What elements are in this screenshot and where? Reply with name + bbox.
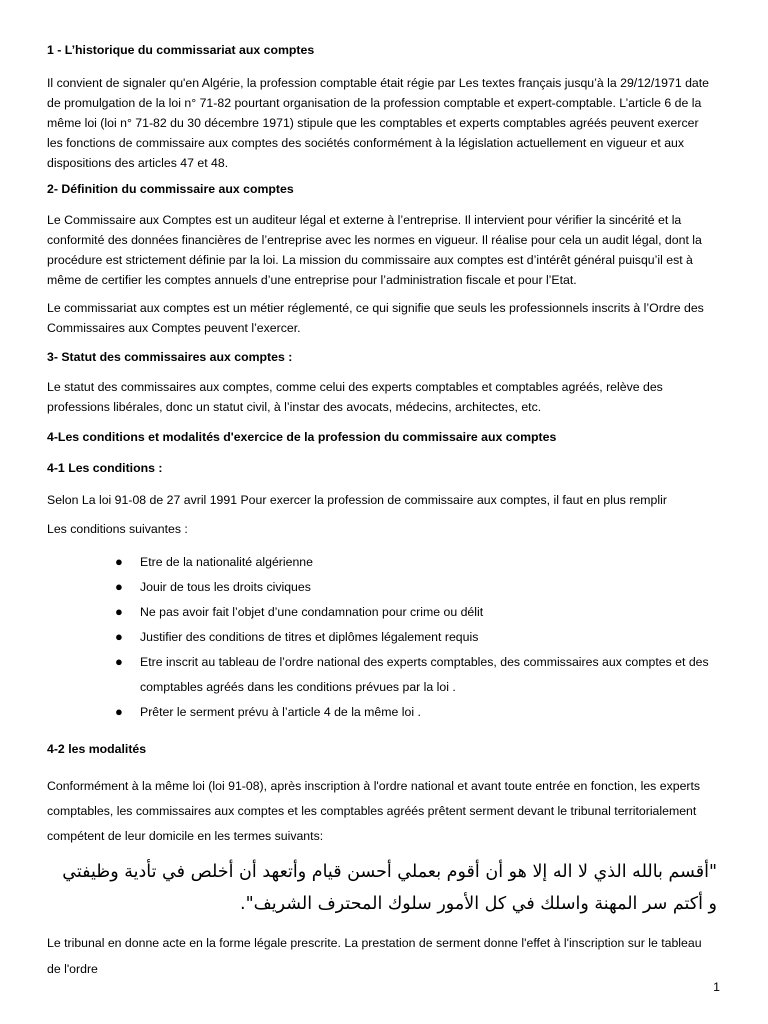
bullet-icon: ●: [115, 554, 123, 569]
bullet-icon: ●: [115, 604, 123, 619]
section-4-2-paragraph-2: Le tribunal en donne acte en la forme légale prescrite. La prestation de serment donne l'effet à l'inscription sur le tableau de l'ordre: [47, 936, 702, 976]
list-item: Jouir de tous les droits civiques: [140, 580, 311, 594]
list-item: Etre de la nationalité algérienne: [140, 555, 313, 569]
list-item: Prêter le serment prévu à l’article 4 de la même loi .: [140, 705, 421, 719]
section-4-1-heading: 4-1 Les conditions :: [47, 461, 163, 475]
oath-arabic-quote: "أقسم بالله الذي لا اله إلا هو أن أقوم بعملي أحسن قيام وأتعهد أن أخلص في تأدية وظيفتي و أكتم سر المهنة واسلك في كل الأمور سلوك المحترف الشريف".: [62, 862, 717, 914]
bullet-icon: ●: [115, 629, 123, 644]
section-4-1-intro-line-2: Les conditions suivantes :: [47, 522, 188, 536]
list-item: Justifier des conditions de titres et diplômes légalement requis: [140, 630, 479, 644]
section-4-2-paragraph-1: Conformément à la même loi (loi 91-08), après inscription à l'ordre national et avant toute entrée en fonction, les experts comptables, les commissaires aux comptes et les comptables agréés prêtent serment devant le tribunal territorialement compétent de leur domicile en les termes suivants:: [47, 779, 701, 843]
section-4-2-heading: 4-2 les modalités: [47, 742, 147, 756]
section-2-paragraph-1: Le Commissaire aux Comptes est un auditeur légal et externe à l’entreprise. Il intervient pour vérifier la sincérité et la conformité des données financières de l’entreprise avec les normes en vigueur. Il réalise pour cela un audit légal, dont la procédure est strictement définie par la loi. La mission du commissaire aux comptes est d’intérêt général puisqu’il est à même de certifier les comptes annuels d’une entreprise pour l’administration fiscale et pour l’Etat.: [47, 213, 702, 287]
section-3-paragraph: Le statut des commissaires aux comptes, comme celui des experts comptables et comptables agréés, relève des professions libérales, donc un statut civil, à l’instar des avocats, médecins, architectes, etc.: [47, 380, 663, 414]
section-4-heading: 4-Les conditions et modalités d'exercice de la profession du commissaire aux comptes: [47, 430, 557, 444]
section-2-heading: 2- Définition du commissaire aux comptes: [47, 182, 294, 196]
section-4-1-intro-line-1: Selon La loi 91-08 de 27 avril 1991 Pour exercer la profession de commissaire aux comptes, il faut en plus remplir: [47, 493, 667, 507]
section-3-heading: 3- Statut des commissaires aux comptes :: [47, 350, 293, 364]
section-2-paragraph-2: Le commissariat aux comptes est un métier réglementé, ce qui signifie que seuls les professionnels inscrits à l’Ordre des Commissaires aux Comptes peuvent l’exercer.: [47, 301, 704, 335]
list-item: Ne pas avoir fait l’objet d’une condamnation pour crime ou délit: [140, 605, 484, 619]
bullet-icon: ●: [115, 579, 123, 594]
section-1-heading: 1 - L’historique du commissariat aux comptes: [47, 43, 315, 57]
bullet-icon: ●: [115, 654, 123, 669]
page-number: 1: [713, 980, 720, 994]
list-item: Etre inscrit au tableau de l’ordre national des experts comptables, des commissaires aux comptes et des comptables agréés dans les conditions prévues par la loi .: [140, 655, 709, 694]
section-1-paragraph: Il convient de signaler qu'en Algérie, la profession comptable était régie par Les textes français jusqu’à la 29/12/1971 date de promulgation de la loi n° 71-82 pourtant organisation de la profession comptable et expert-comptable. L’article 6 de la même loi (loi n° 71-82 du 30 décembre 1971) stipule que les comptables et experts comptables agréés peuvent exercer les fonctions de commissaire aux comptes des sociétés conformément à la législation actuellement en vigueur et aux dispositions des articles 47 et 48.: [47, 76, 710, 170]
bullet-icon: ●: [115, 704, 123, 719]
